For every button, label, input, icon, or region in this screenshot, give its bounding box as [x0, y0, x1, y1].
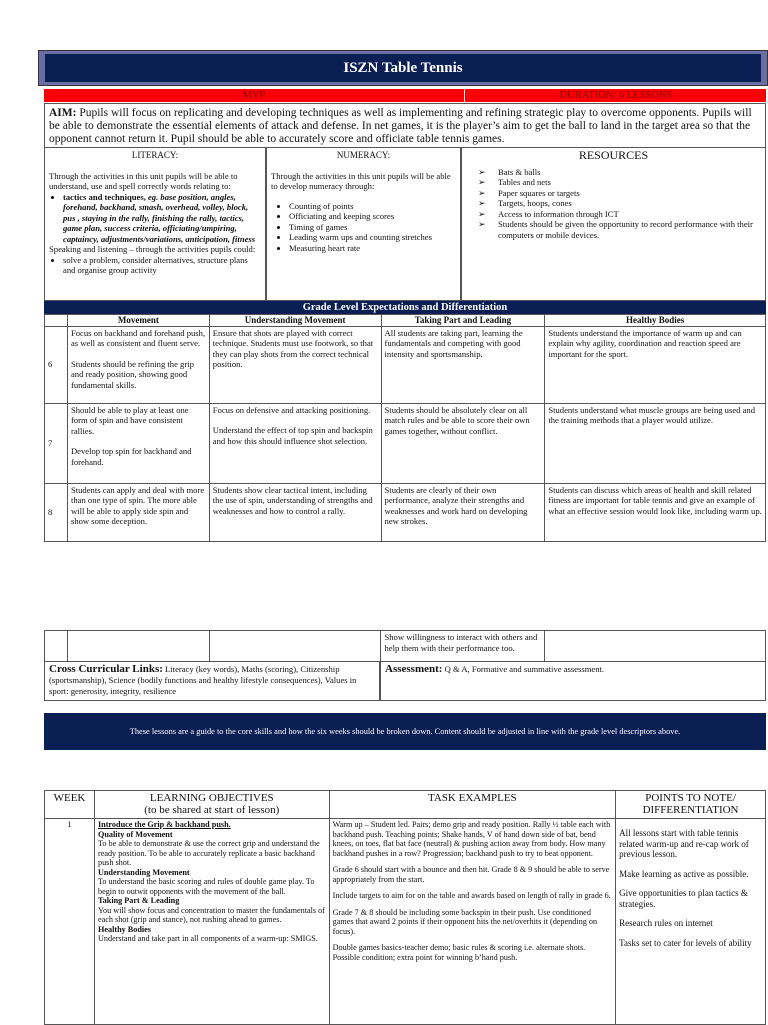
resource-item: ➢ Tables and nets — [498, 177, 761, 188]
objectives-cell — [94, 819, 329, 1025]
point-item: Give opportunities to plan tactics & strategies. — [619, 888, 748, 909]
healthy-cell: Students understand what muscle groups are being used and the training methods that a player would utilize. — [545, 403, 766, 483]
cross-curricular-links — [44, 661, 380, 701]
literacy-speaking-item: • solve a problem, consider alternatives, structure plans and organise group activity — [63, 255, 261, 276]
guidance-note: These lessons are a guide to the core skills and how the six weeks should be broken down. Content should be adjusted in line with the grade level descriptors above. — [44, 713, 766, 750]
resource-item: ➢ Access to information through ICT — [498, 209, 761, 220]
assessment-label: Assessment: — [385, 663, 443, 675]
taking-part-cell: All students are taking part, learning the fundamentals and competing with good intensity and sportsmanship. — [381, 326, 545, 403]
understanding-text: Focus on defensive and attacking positioning. — [212, 404, 371, 415]
quality-text: To be able to demonstrate & use the correct grip and understand the ready position. To be able to accurately replicate a basic backhand push shot. — [97, 839, 320, 867]
understanding-text-2: Understand the effect of top spin and backspin and how this should influence shot selection. — [212, 425, 373, 446]
task-item: Include targets to aim for on the table and awards based on length of rally in grade 6. — [332, 891, 611, 900]
resource-item: ➢ Targets, hoops, cones — [498, 198, 761, 209]
understanding-cell: Students show clear tactical intent, including the use of spin, understanding of strengths and weaknesses and how to control a rally. — [209, 483, 381, 541]
taking-part-cell: Students are clearly of their own performance, analyze their strengths and weaknesses and work hard on developing new strokes. — [381, 483, 545, 541]
task-item: Double games basics-teacher demo; basic rules & scoring i.e. alternate shots. Possible condition; extra point for winning b’hand push. — [332, 943, 586, 962]
resources-section — [461, 147, 766, 301]
numeracy-intro: Through the activities in this unit pupils will be able to develop numeracy through: — [271, 170, 451, 191]
understanding-text: Ensure that shots are played with correct technique. Students must use footwork, so that they can play shots from the correct technical position. — [212, 327, 374, 369]
numeracy-section — [266, 147, 461, 301]
assessment-text: Q & A, Formative and summative assessment. — [442, 664, 605, 674]
movement-text-2: Students should be refining the grip and ready position, showing good fundamental skills. — [70, 358, 194, 390]
continued-grade-table — [44, 630, 766, 662]
point-item: Make learning as active as possible. — [619, 868, 749, 879]
taking-part-cell: Students should be absolutely clear on all match rules and be able to score their own games together, without conflict. — [381, 403, 545, 483]
grade-header-movement: Movement — [67, 315, 209, 327]
blank-cell — [67, 631, 209, 662]
literacy-intro: Through the activities in this unit pupils will be able to understand, use and spell correctly words relating to: — [49, 170, 238, 191]
grade-header-row — [45, 315, 766, 327]
numeracy-item: • Leading warm ups and counting stretches — [289, 232, 456, 243]
movement-text-2: Develop top spin for backhand and forehand. — [70, 446, 192, 467]
grade-table — [44, 314, 766, 542]
resource-item: ➢ Paper squares or targets — [498, 188, 761, 199]
point-item: Research rules on internet — [619, 918, 713, 928]
grade-number: 8 — [45, 483, 68, 541]
cross-curricular-label: Cross Curricular Links: — [49, 663, 163, 675]
grade-number: 6 — [45, 326, 68, 403]
grade-header-blank — [45, 315, 68, 327]
grade-number: 7 — [45, 403, 68, 483]
understanding-text: To understand the basic scoring and rules of double game play. To begin to outwit opponents with the movement of the ball. — [97, 877, 315, 896]
points-cell — [616, 819, 766, 1025]
task-item: Warm up – Student led. Pairs; demo grip and ready position. Rally ½ table each with backhand push. Teaching points; Shake hands, V of hand down side of bat, bend knees, on toes, flat bat face (neutral) & pushing action away from body. How many backhand pushes in a row? Progression; backhand push to try to beat opponent. — [332, 820, 611, 858]
myp-duration-strip — [44, 89, 766, 102]
movement-cell — [67, 403, 209, 483]
table-row — [45, 403, 766, 483]
objective-title: Introduce the Grip & backhand push. — [97, 820, 231, 829]
table-row — [45, 819, 766, 1025]
point-item: Tasks set to cater for levels of ability — [619, 937, 752, 948]
objectives-header-sub: (to be shared at start of lesson) — [144, 804, 280, 816]
point-item: All lessons start with table tennis related warm-up and re-cap work of previous lesson. — [619, 828, 749, 859]
blank-cell — [545, 631, 766, 662]
understanding-cell — [209, 403, 381, 483]
movement-text: Should be able to play at least one form of spin and have consistent rallies. — [70, 404, 189, 436]
taking-part-cell: Show willingness to interact with others and help them with their performance too. — [381, 631, 545, 662]
week-header: WEEK — [45, 791, 95, 819]
tasks-header: TASK EXAMPLES — [329, 791, 616, 819]
understanding-cell — [209, 326, 381, 403]
literacy-heading: LITERACY: — [131, 150, 179, 160]
quality-heading: Quality of Movement — [97, 829, 173, 839]
blank-cell — [45, 631, 68, 662]
page-title: ISZN Table Tennis — [45, 54, 761, 82]
literacy-terms-label: tactics and techniques, — [63, 191, 146, 202]
grade-header-healthy: Healthy Bodies — [545, 315, 766, 327]
lesson-table — [44, 790, 766, 1025]
literacy-section — [44, 147, 266, 301]
healthy-text: Understand and take part in all components of a warm-up: SMIGS. — [97, 934, 318, 943]
resources-heading: RESOURCES — [578, 148, 649, 162]
table-row — [45, 483, 766, 541]
duration-label: DURATION: 6 LESSONS — [464, 89, 767, 102]
table-row — [45, 326, 766, 403]
numeracy-item: • Officiating and keeping scores — [289, 211, 456, 222]
numeracy-item: • Timing of games — [289, 222, 456, 233]
title-frame — [38, 50, 768, 86]
understanding-heading: Understanding Movement — [97, 867, 190, 877]
aim-section — [44, 103, 766, 148]
numeracy-heading: NUMERACY: — [336, 150, 391, 160]
numeracy-item: • Measuring heart rate — [289, 243, 456, 254]
tasks-cell — [329, 819, 616, 1025]
cross-curricular-text: Literacy (key words), Maths (scoring), Citizenship (sportsmanship), Science (bodily functions and healthy lifestyle consequences), Values in sport: generosity, integrity, resilience — [49, 664, 357, 696]
resource-item: ➢ Students should be given the opportunity to record performance with their computers or mobile devices. — [498, 219, 761, 240]
literacy-terms-list: eg. base position, angles, forehand, backhand, smash, overhead, volley, block, pus , staying in the rally, finishing the rally, tactics, game plan, success criteria, officiating/umpiring, captaincy, adjustments/variations, anticipation, fitness — [63, 191, 256, 244]
task-item: Grade 6 should start with a bounce and then hit. Grade 8 & 9 should be able to serve appropriately from the start. — [332, 865, 610, 884]
healthy-heading: Healthy Bodies — [97, 924, 151, 934]
assessment — [380, 661, 766, 701]
points-header: POINTS TO NOTE/ DIFFERENTIATION — [616, 791, 766, 819]
literacy-speaking: Speaking and listening – through the activities pupils could: — [49, 244, 256, 254]
lesson-header-row — [45, 791, 766, 819]
healthy-cell: Students can discuss which areas of health and skill related fitness are important for table tennis and give an example of what an effective session would look like, including warm up. — [545, 483, 766, 541]
aim-text: Pupils will focus on replicating and developing techniques as well as implementing and refining strategic play to overcome opponents. Pupils will be able to demonstrate the essential elements of attack and defense. In net games, it is the player’s aim to get the ball to land in the target area so that the opponent cannot return it. Pupil should be able to accurately score and officiate table tennis games. — [49, 107, 752, 145]
grade-header-taking-part: Taking Part and Leading — [381, 315, 545, 327]
table-row — [45, 631, 766, 662]
movement-cell: Students can apply and deal with more than one type of spin. The more able will be able to apply side spin and show some deception. — [67, 483, 209, 541]
objectives-header-title: LEARNING OBJECTIVES — [149, 792, 274, 804]
resource-item: ➢ Bats & balls — [498, 167, 761, 178]
blank-cell — [209, 631, 381, 662]
grade-banner: Grade Level Expectations and Differentiation — [44, 301, 766, 314]
movement-cell — [67, 326, 209, 403]
numeracy-item: • Counting of points — [289, 201, 456, 212]
literacy-terms — [63, 192, 261, 245]
grade-header-understanding: Understanding Movement — [209, 315, 381, 327]
objectives-header — [94, 791, 329, 819]
healthy-cell: Students understand the importance of warm up and can explain why agility, coordination and reaction speed are important for the sport. — [545, 326, 766, 403]
task-item: Grade 7 & 8 should be including some backspin in their push. Use conditioned games that award 2 points if their opponent hits the net/overhits it (depending on focus). — [332, 907, 598, 936]
taking-part-text: You will show focus and concentration to master the fundamentals of each shot (grip and stance), not rushing ahead to games. — [97, 905, 325, 924]
myp-label: MYP — [242, 90, 266, 101]
movement-text: Focus on backhand and forehand push, as well as consistent and fluent serve. — [70, 327, 206, 348]
taking-part-heading: Taking Part & Leading — [97, 896, 180, 905]
week-number: 1 — [45, 819, 95, 1025]
aim-label: AIM: — [49, 107, 77, 119]
